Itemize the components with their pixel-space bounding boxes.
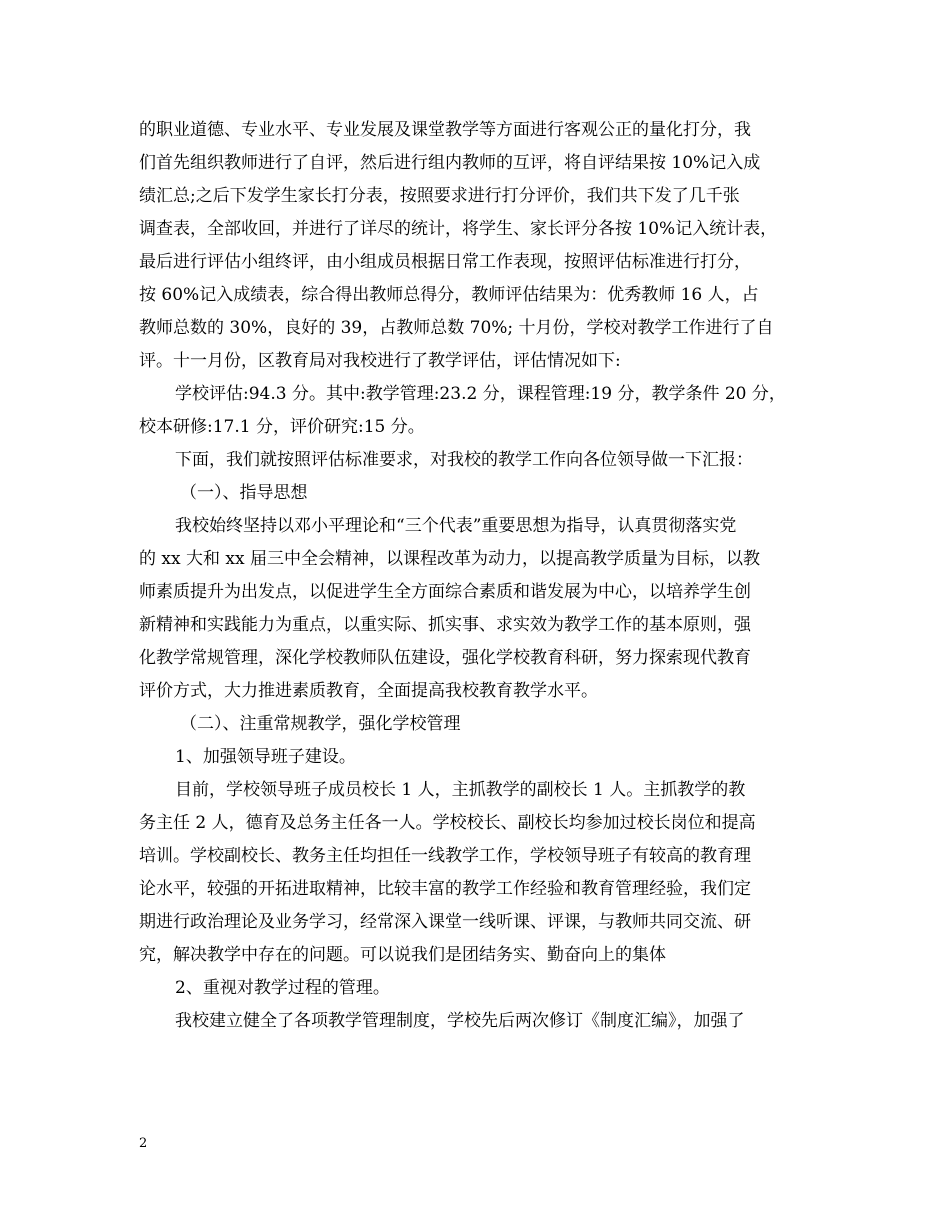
text-line: 期进行政治理论及业务学习，经常深入课堂一线听课、评课，与教师共同交流、研 [139,912,751,932]
text-line: 学校评估:94.3 分。其中:教学管理:23.2 分，课程管理:19 分，教学条件 20 分， [175,384,786,404]
text-line: 我校建立健全了各项教学管理制度，学校先后两次修订《制度汇编》，加强了 [175,1011,745,1031]
section-heading: （二）、注重常规教学，强化学校管理 [180,714,461,734]
subheading: 1、加强领导班子建设。 [175,747,356,767]
text-line: 目前，学校领导班子成员校长 1 人，主抓教学的副校长 1 人。主抓教学的教 [175,780,746,800]
text-line: 绩汇总;之后下发学生家长打分表，按照要求进行打分评价，我们共下发了几千张 [139,186,740,206]
section-heading: （一）、指导思想 [180,483,308,503]
text-line: 最后进行评估小组终评，由小组成员根据日常工作表现，按照评估标准进行打分， [139,252,751,272]
text-line: 们首先组织教师进行了自评，然后进行组内教师的互评，将自评结果按 10%记入成 [139,153,761,173]
text-line: 校本研修:17.1 分，评价研究:15 分。 [139,417,425,437]
text-line: 务主任 2 人，德育及总务主任各一人。学校校长、副校长均参加过校长岗位和提高 [139,813,756,833]
text-line: 按 60%记入成绩表，综合得出教师总得分，教师评估结果为：优秀教师 16 人，占 [139,285,759,305]
text-line: 师素质提升为出发点，以促进学生全方面综合素质和谐发展为中心，以培养学生创 [139,582,751,602]
text-line: 的 xx 大和 xx 届三中全会精神，以课程改革为动力，以提高教学质量为目标，以教 [139,549,760,569]
text-line: 评。十一月份，区教育局对我校进行了教学评估，评估情况如下: [139,351,621,371]
text-line: 究，解决教学中存在的问题。可以说我们是团结务实、勤奋向上的集体 [139,945,666,965]
text-line: 培训。学校副校长、教务主任均担任一线教学工作，学校领导班子有较高的教育理 [139,846,751,866]
text-line: 化教学常规管理，深化学校教师队伍建设，强化学校教育科研，努力探索现代教育 [139,648,751,668]
text-line: 调查表，全部收回，并进行了详尽的统计，将学生、家长评分各按 10%记入统计表， [139,219,778,239]
text-line: 新精神和实践能力为重点，以重实际、抓实事、求实效为教学工作的基本原则，强 [139,615,751,635]
text-line: 下面，我们就按照评估标准要求，对我校的教学工作向各位领导做一下汇报： [175,450,753,470]
text-line: 的职业道德、专业水平、专业发展及课堂教学等方面进行客观公正的量化打分，我 [139,120,751,140]
page-number: 2 [139,1136,148,1151]
text-line: 我校始终坚持以邓小平理论和“三个代表”重要思想为指导，认真贯彻落实党 [175,516,737,536]
subheading: 2、重视对教学过程的管理。 [175,978,390,998]
text-line: 论水平，较强的开拓进取精神，比较丰富的教学工作经验和教育管理经验，我们定 [139,879,751,899]
text-line: 教师总数的 30%，良好的 39，占教师总数 70%; 十月份，学校对教学工作进行了自 [139,318,774,338]
text-line: 评价方式，大力推进素质教育，全面提高我校教育教学水平。 [139,681,598,701]
